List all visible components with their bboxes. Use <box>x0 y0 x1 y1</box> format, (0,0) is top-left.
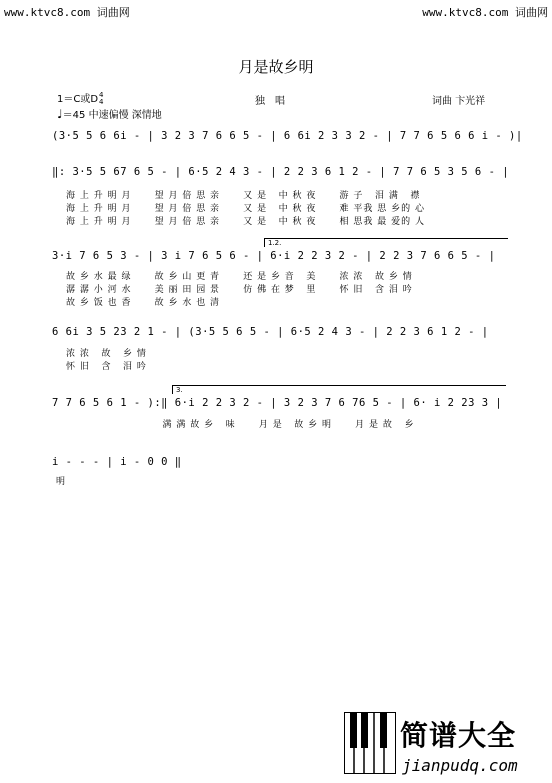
lyric-verse-2: 怀 旧 含 泪 吟 <box>66 362 147 372</box>
lyric-verse-2: 海 上 升 明 月 望 月 倍 思 亲 又 是 中 秋 夜 难 平我 思 乡的 心 <box>66 204 425 214</box>
lyric-verse-1: 满 满 故 乡 味 月 是 故 乡 明 月 是 故 乡 <box>66 420 415 430</box>
credits: 词曲 卞光祥 <box>432 96 486 107</box>
watermark-right: www.ktvc8.com 词曲网 <box>422 6 548 19</box>
page-title: 月是故乡明 <box>238 58 314 76</box>
lyric-verse-3: 故 乡 饭 也 香 故 乡 水 也 清 <box>66 298 221 308</box>
lyric-verse-1: 浓 浓 故 乡 情 <box>66 349 147 359</box>
lyric-verse-1: 海 上 升 明 月 望 月 倍 思 亲 又 是 中 秋 夜 游 子 泪 满 襟 <box>66 191 421 201</box>
notation-line: 3·i 7 6 5 3 - | 3 i 7 6 5 6 - | 6·i 2 2 3 2 - | 2 2 3 7 6 6 5 - | <box>52 250 496 262</box>
notation-line: 7 7 6 5 6 1 - ):‖ 6·i 2 2 3 2 - | 3 2 3 7 6 76 5 - | 6· i 2 23 3 | <box>52 397 503 409</box>
lyric-verse-2: 潺 潺 小 河 水 美 丽 田 园 景 仿 佛 在 梦 里 怀 旧 含 泪 吟 <box>66 285 413 295</box>
lyric-verse-1: 故 乡 水 最 绿 故 乡 山 更 青 还 是 乡 音 美 浓 浓 故 乡 情 <box>66 272 413 282</box>
time-signature <box>99 92 103 106</box>
key-signature <box>57 90 104 106</box>
notation-line: (3·5 5 6 6i - | 3 2 3 7 6 6 5 - | 6 6i 2 3 3 2 - | 7 7 6 5 6 6 i - )| <box>52 130 523 142</box>
brand-name: 简谱大全 <box>400 719 517 752</box>
notation-line: i - - - | i - 0 0 ‖ <box>52 456 182 468</box>
piano-keys-icon <box>344 712 396 774</box>
tempo-text: 中速偏慢 深情地 <box>88 110 162 121</box>
brand-site: jianpudq.com <box>402 756 518 775</box>
performance-label: 独唱 <box>255 96 295 107</box>
time-bottom: 4 <box>99 98 104 106</box>
brand-logo <box>344 712 550 782</box>
key-text: 1＝C或D <box>57 94 99 105</box>
watermark-left: www.ktvc8.com 词曲网 <box>4 6 130 19</box>
time-top: 4 <box>99 91 104 99</box>
notation-line: ‖: 3·5 5 67 6 5 - | 6·5 2 4 3 - | 2 2 3 6 1 2 - | 7 7 6 5 3 5 6 - | <box>52 166 510 178</box>
lyric-verse-1: 明 <box>56 477 67 487</box>
quarter-note-icon: ♩ <box>57 107 63 121</box>
tempo-value: ＝45 <box>62 110 86 121</box>
tempo-marking <box>57 106 162 121</box>
volta-bracket: 3. <box>172 385 506 394</box>
notation-line: 6 6i 3 5 23 2 1 - | (3·5 5 6 5 - | 6·5 2 4 3 - | 2 2 3 6 1 2 - | <box>52 326 489 338</box>
volta-bracket: 1.2. <box>264 238 508 247</box>
lyric-verse-3: 海 上 升 明 月 望 月 倍 思 亲 又 是 中 秋 夜 相 思我 最 爱的 人 <box>66 217 425 227</box>
